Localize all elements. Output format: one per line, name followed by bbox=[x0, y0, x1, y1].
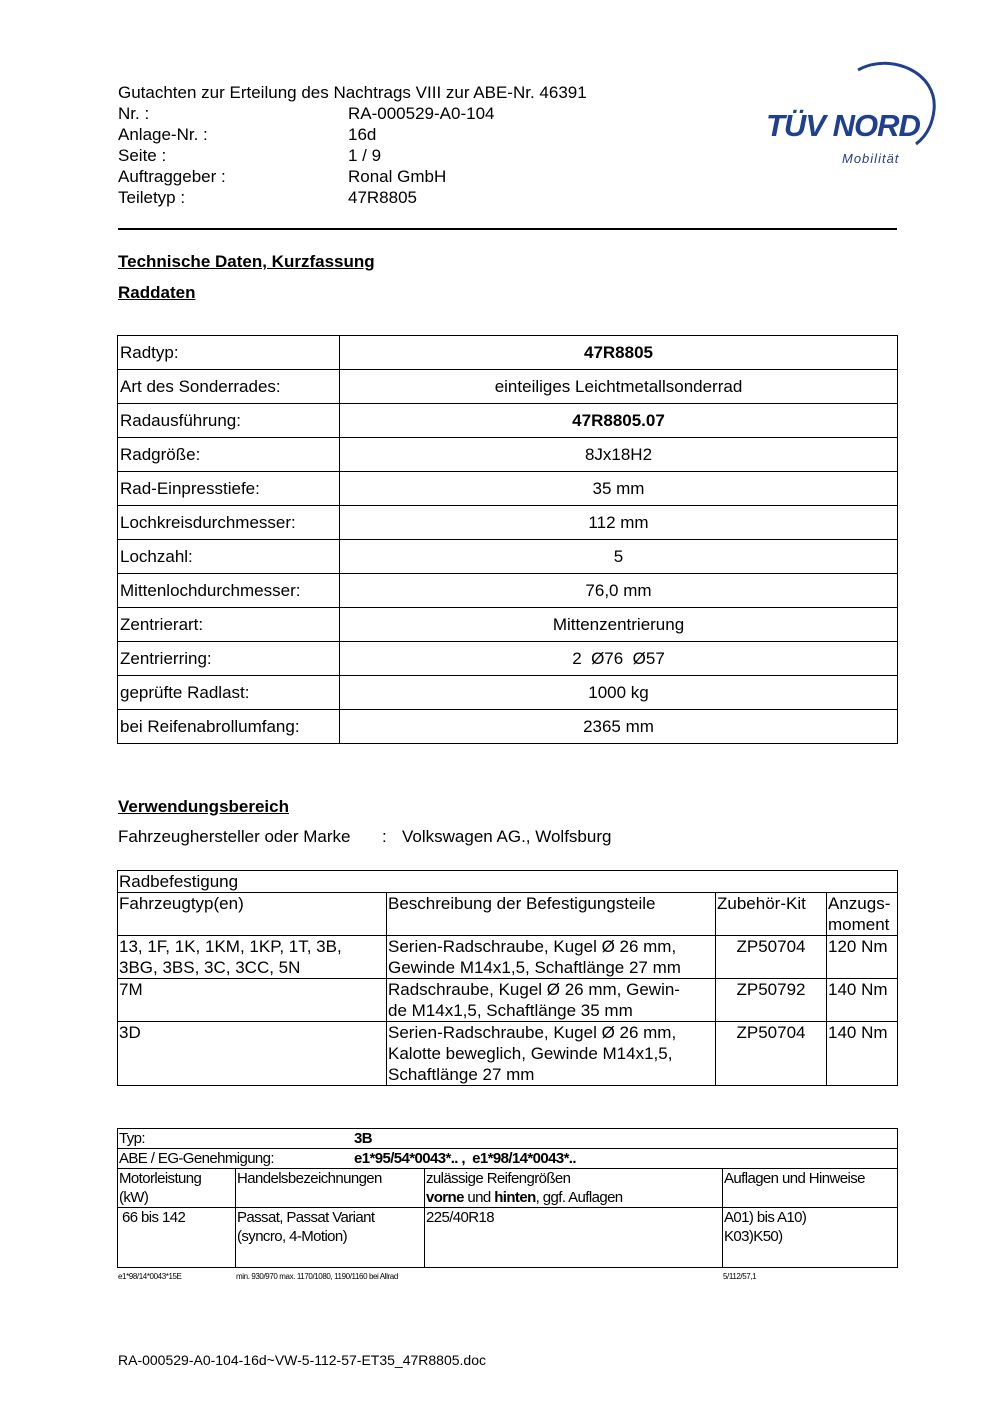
header-zubehoer-kit: Zubehör-Kit bbox=[716, 893, 827, 936]
table-row bbox=[118, 574, 898, 608]
raddaten-key: Radtyp: bbox=[118, 336, 340, 370]
manufacturer-value: Volkswagen AG., Wolfsburg bbox=[402, 827, 612, 846]
table-row bbox=[118, 936, 898, 979]
section-title-verwendungsbereich: Verwendungsbereich bbox=[118, 797, 289, 816]
tyres-and-label: und bbox=[463, 1189, 495, 1206]
manufacturer-label: Fahrzeughersteller oder Marke bbox=[118, 827, 351, 846]
cell-beschreibung bbox=[387, 1022, 716, 1086]
header-anzugsmoment bbox=[827, 893, 898, 936]
cell-line: Schaftlänge 27 mm bbox=[388, 1065, 535, 1084]
table-header-row bbox=[118, 1169, 898, 1208]
raddaten-value: Mittenzentrierung bbox=[340, 608, 898, 642]
table-row bbox=[118, 1129, 898, 1149]
tuv-nord-logo-subtitle: Mobilität bbox=[842, 151, 900, 166]
field-value-teiletyp: 47R8805 bbox=[348, 188, 418, 207]
table-row bbox=[118, 979, 898, 1022]
cell-line: Passat, Passat Variant bbox=[237, 1209, 375, 1226]
raddaten-table bbox=[117, 335, 898, 744]
cell-line: Motorleistung bbox=[119, 1170, 202, 1187]
table-row bbox=[118, 1022, 898, 1086]
radbefestigung-table bbox=[117, 870, 898, 1086]
raddaten-key: Radgröße: bbox=[118, 438, 340, 472]
typ-label: Typ: bbox=[119, 1130, 145, 1147]
field-value-seite: 1 / 9 bbox=[348, 146, 382, 165]
cell-anzugsmoment: 140 Nm bbox=[827, 979, 898, 1022]
cell-line: 13, 1F, 1K, 1KM, 1KP, 1T, 3B, bbox=[119, 937, 342, 956]
cell-beschreibung bbox=[387, 936, 716, 979]
cell-zubehoer-kit: ZP50792 bbox=[716, 979, 827, 1022]
table-row bbox=[118, 370, 898, 404]
raddaten-key: Lochkreisdurchmesser: bbox=[118, 506, 340, 540]
manufacturer-separator: : bbox=[382, 827, 387, 846]
table-row bbox=[118, 1208, 898, 1268]
raddaten-value: 47R8805.07 bbox=[340, 404, 898, 438]
cell-anzugsmoment: 120 Nm bbox=[827, 936, 898, 979]
raddaten-key: Mittenlochdurchmesser: bbox=[118, 574, 340, 608]
raddaten-key: Zentrierart: bbox=[118, 608, 340, 642]
table-row bbox=[118, 336, 898, 370]
cell-line: (syncro, 4-Motion) bbox=[237, 1228, 348, 1245]
cell-line: Kalotte beweglich, Gewinde M14x1,5, bbox=[388, 1044, 673, 1063]
cell-zubehoer-kit: ZP50704 bbox=[716, 936, 827, 979]
tyres-rear-label: hinten bbox=[494, 1189, 536, 1206]
cell-fahrzeugtyp bbox=[118, 936, 387, 979]
radbefestigung-title: Radbefestigung bbox=[118, 871, 898, 893]
field-label-teiletyp: Teiletyp : bbox=[118, 188, 186, 207]
cell-fahrzeugtyp: 7M bbox=[118, 979, 387, 1022]
typ-tag-mid: min. 930/970 max. 1170/1080, 1190/1160 bei Allrad bbox=[236, 1272, 398, 1281]
field-value-auftraggeber: Ronal GmbH bbox=[348, 167, 447, 186]
cell-line: de M14x1,5, Schaftlänge 35 mm bbox=[388, 1001, 633, 1020]
cell-line: Gewinde M14x1,5, Schaftlänge 27 mm bbox=[388, 958, 681, 977]
raddaten-value: 5 bbox=[340, 540, 898, 574]
raddaten-value: einteiliges Leichtmetallsonderrad bbox=[340, 370, 898, 404]
raddaten-value: 2 Ø76 Ø57 bbox=[340, 642, 898, 676]
cell-auflagen bbox=[723, 1208, 898, 1268]
tuv-nord-logo: TÜV NORD bbox=[766, 108, 920, 143]
field-label-seite: Seite : bbox=[118, 146, 167, 165]
header-fahrzeugtyp: Fahrzeugtyp(en) bbox=[118, 893, 387, 936]
cell-fahrzeugtyp: 3D bbox=[118, 1022, 387, 1086]
table-row bbox=[118, 642, 898, 676]
raddaten-key: Zentrierring: bbox=[118, 642, 340, 676]
typ-table bbox=[117, 1128, 898, 1268]
cell-line: (kW) bbox=[119, 1189, 149, 1206]
table-row bbox=[118, 506, 898, 540]
tyres-front-label: vorne bbox=[426, 1189, 464, 1206]
raddaten-value: 76,0 mm bbox=[340, 574, 898, 608]
table-row bbox=[118, 540, 898, 574]
header-auflagen: Auflagen und Hinweise bbox=[723, 1169, 898, 1208]
tyres-rest-label: , ggf. Auflagen bbox=[535, 1189, 623, 1206]
abe-row bbox=[118, 1149, 898, 1169]
cell-line: A01) bis A10) bbox=[724, 1209, 807, 1226]
table-row bbox=[118, 472, 898, 506]
document-title: Gutachten zur Erteilung des Nachtrags VIII zur ABE-Nr. 46391 bbox=[118, 83, 587, 102]
field-value-nr: RA-000529-A0-104 bbox=[348, 104, 495, 123]
raddaten-value: 2365 mm bbox=[340, 710, 898, 744]
typ-row bbox=[118, 1129, 898, 1149]
abe-value: e1*95/54*0043*.. , e1*98/14*0043*.. bbox=[354, 1150, 576, 1167]
header-reifengroessen bbox=[425, 1169, 723, 1208]
header-handelsbezeichnungen: Handelsbezeichnungen bbox=[236, 1169, 425, 1208]
header-divider bbox=[118, 228, 897, 230]
section-title-raddaten: Raddaten bbox=[118, 283, 196, 302]
raddaten-key: Lochzahl: bbox=[118, 540, 340, 574]
cell-handelsbezeichnungen bbox=[236, 1208, 425, 1268]
cell-line: 3BG, 3BS, 3C, 3CC, 5N bbox=[119, 958, 301, 977]
field-label-auftraggeber: Auftraggeber : bbox=[118, 167, 226, 186]
cell-reifengroessen: 225/40R18 bbox=[425, 1208, 723, 1268]
header-beschreibung: Beschreibung der Befestigungsteile bbox=[387, 893, 716, 936]
raddaten-value: 35 mm bbox=[340, 472, 898, 506]
typ-value: 3B bbox=[354, 1130, 372, 1147]
field-value-anlage: 16d bbox=[348, 125, 377, 144]
field-label-nr: Nr. : bbox=[118, 104, 150, 123]
raddaten-key: Art des Sonderrades: bbox=[118, 370, 340, 404]
table-row bbox=[118, 404, 898, 438]
table-row bbox=[118, 438, 898, 472]
header-motorleistung bbox=[118, 1169, 236, 1208]
raddaten-key: geprüfte Radlast: bbox=[118, 676, 340, 710]
cell-line: zulässige Reifengrößen bbox=[426, 1170, 571, 1187]
raddaten-value: 8Jx18H2 bbox=[340, 438, 898, 472]
footer-filename: RA-000529-A0-104-16d~VW-5-112-57-ET35_47R8805.doc bbox=[118, 1352, 486, 1368]
typ-tag-left: e1*98/14*0043*15E bbox=[118, 1272, 182, 1281]
raddaten-key: Radausführung: bbox=[118, 404, 340, 438]
table-row bbox=[118, 1149, 898, 1169]
cell-zubehoer-kit: ZP50704 bbox=[716, 1022, 827, 1086]
header-anzugsmoment-line1: Anzugs- bbox=[828, 894, 891, 913]
table-header-row bbox=[118, 893, 898, 936]
typ-tag-right: 5/112/57,1 bbox=[723, 1272, 757, 1281]
raddaten-value: 47R8805 bbox=[340, 336, 898, 370]
raddaten-key: Rad-Einpresstiefe: bbox=[118, 472, 340, 506]
cell-line: Radschraube, Kugel Ø 26 mm, Gewin- bbox=[388, 980, 680, 999]
table-row bbox=[118, 676, 898, 710]
table-row bbox=[118, 710, 898, 744]
table-row bbox=[118, 871, 898, 893]
raddaten-value: 1000 kg bbox=[340, 676, 898, 710]
cell-beschreibung bbox=[387, 979, 716, 1022]
table-row bbox=[118, 608, 898, 642]
cell-anzugsmoment: 140 Nm bbox=[827, 1022, 898, 1086]
abe-label: ABE / EG-Genehmigung: bbox=[119, 1150, 274, 1167]
section-title-technische-daten: Technische Daten, Kurzfassung bbox=[118, 252, 375, 271]
cell-motorleistung: 66 bis 142 bbox=[118, 1208, 236, 1268]
header-anzugsmoment-line2: moment bbox=[828, 915, 890, 934]
raddaten-key: bei Reifenabrollumfang: bbox=[118, 710, 340, 744]
cell-line: Serien-Radschraube, Kugel Ø 26 mm, bbox=[388, 937, 677, 956]
cell-line: K03)K50) bbox=[724, 1228, 783, 1245]
raddaten-value: 112 mm bbox=[340, 506, 898, 540]
cell-line: Serien-Radschraube, Kugel Ø 26 mm, bbox=[388, 1023, 677, 1042]
field-label-anlage: Anlage-Nr. : bbox=[118, 125, 208, 144]
